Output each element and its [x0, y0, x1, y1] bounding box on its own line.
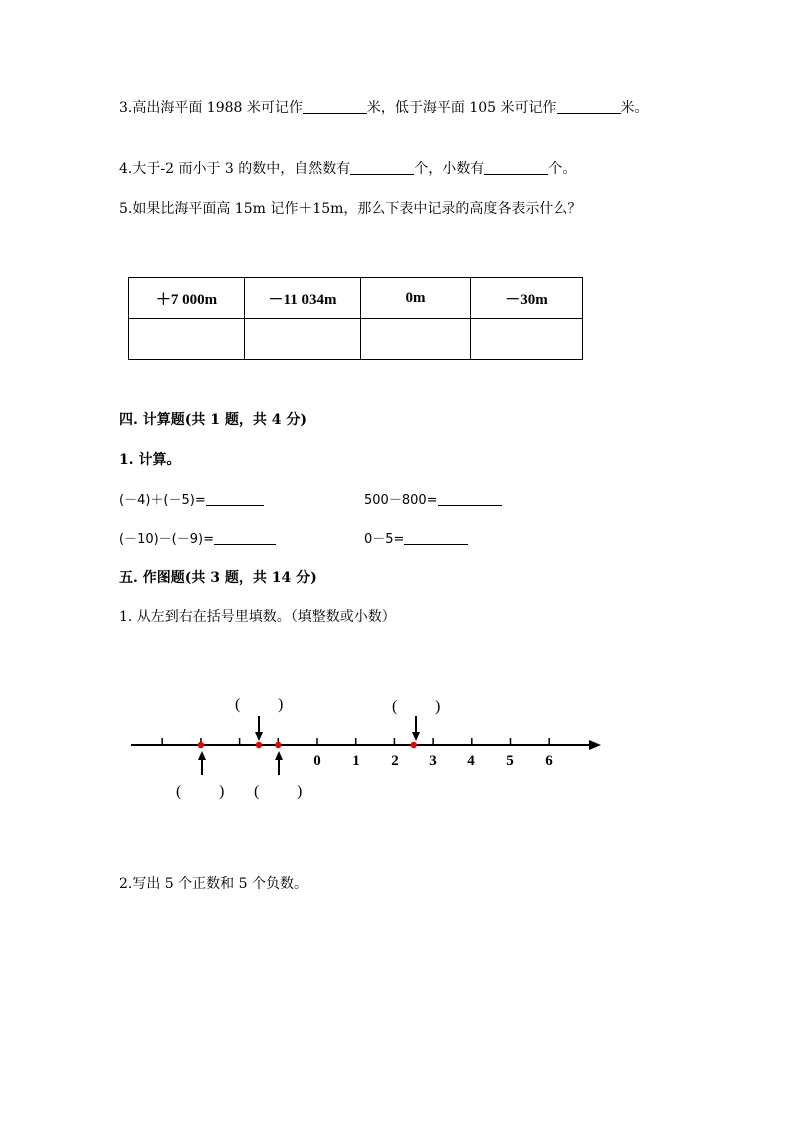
q4-prefix: 4.大于-2 而小于 3 的数中，自然数有: [119, 161, 351, 177]
paren-group: [176, 696, 440, 800]
calc-b-blank[interactable]: [438, 491, 502, 506]
paren-close[interactable]: ): [278, 696, 284, 713]
question-5: [119, 198, 581, 218]
section-4-title: 四. 计算题(共 1 题，共 4 分): [119, 412, 307, 428]
table-answer-row: [129, 319, 583, 360]
marked-point: [411, 742, 417, 748]
q4-blank-1[interactable]: [350, 160, 414, 175]
axis-arrowhead: [589, 740, 601, 750]
calc-c-blank[interactable]: [214, 530, 276, 545]
paren-open[interactable]: (: [254, 783, 260, 800]
tick-label-group: [313, 753, 553, 769]
q3-prefix: 3.高出海平面 1988 米可记作: [119, 100, 303, 116]
calc-b: [364, 489, 502, 508]
q3-suffix: 米。: [620, 100, 649, 116]
calc-c-expr: (－10)－(－9)=: [119, 532, 214, 547]
calc-d: [364, 528, 468, 547]
calc-d-blank[interactable]: [404, 530, 468, 545]
paren-open[interactable]: (: [176, 783, 182, 800]
up-arrow-head-icon: [198, 751, 206, 760]
section-5-title: 五. 作图题(共 3 题，共 14 分): [119, 570, 317, 586]
marked-point: [198, 742, 204, 748]
paren-close[interactable]: ): [219, 783, 225, 800]
calc-c: [119, 528, 276, 547]
paren-open[interactable]: (: [392, 698, 398, 715]
table-header-cell: 0m: [361, 278, 471, 319]
calc-a-blank[interactable]: [206, 491, 264, 506]
section-5-q1: 1. 从左到右在括号里填数。（填整数或小数）: [119, 609, 396, 625]
calc-a: [119, 489, 264, 508]
calc-b-expr: 500－800=: [364, 493, 438, 508]
table-answer-cell[interactable]: [471, 319, 583, 360]
marked-point: [256, 742, 262, 748]
paren-close[interactable]: ): [297, 783, 303, 800]
tick-label-2: 2: [391, 753, 399, 769]
tick-label-0: 0: [313, 753, 321, 769]
marked-point: [275, 742, 281, 748]
paren-open[interactable]: (: [235, 696, 241, 713]
height-table: [128, 277, 583, 360]
q3-mid: 米，低于海平面 105 米可记作: [366, 100, 557, 116]
table-answer-cell[interactable]: [361, 319, 471, 360]
table-header-cell: －30m: [471, 278, 583, 319]
q5-text: 5.如果比海平面高 15m 记作＋15m，那么下表中记录的高度各表示什么？: [119, 201, 582, 217]
table-header-row: [129, 278, 583, 319]
table-answer-cell[interactable]: [129, 319, 245, 360]
tick-label-3: 3: [429, 753, 437, 769]
down-arrow-head-icon: [255, 732, 263, 741]
paren-close[interactable]: ): [435, 698, 441, 715]
down-arrow-head-icon: [412, 732, 420, 741]
table-header-cell: －11 034m: [245, 278, 361, 319]
tick-label-5: 5: [506, 753, 514, 769]
q4-suffix: 个。: [548, 161, 577, 177]
question-3: [119, 97, 649, 117]
q4-blank-2[interactable]: [484, 160, 548, 175]
calc-a-expr: (－4)＋(－5)=: [119, 493, 206, 508]
table-header-cell: ＋7 000m: [129, 278, 245, 319]
q3-blank-2[interactable]: [557, 99, 621, 114]
q4-mid: 个，小数有: [414, 161, 485, 177]
up-arrow-head-icon: [275, 751, 283, 760]
section-4-q1: 1. 计算。: [119, 452, 181, 468]
section-5-q2: 2.写出 5 个正数和 5 个负数。: [119, 876, 308, 892]
calc-d-expr: 0－5=: [364, 532, 405, 547]
table-answer-cell[interactable]: [245, 319, 361, 360]
tick-label-4: 4: [467, 753, 475, 769]
q3-blank-1[interactable]: [303, 99, 367, 114]
number-line-figure: [125, 685, 610, 810]
tick-label-6: 6: [545, 753, 553, 769]
tick-label-1: 1: [352, 753, 360, 769]
question-4: [119, 158, 576, 178]
tick-group: [162, 738, 549, 745]
